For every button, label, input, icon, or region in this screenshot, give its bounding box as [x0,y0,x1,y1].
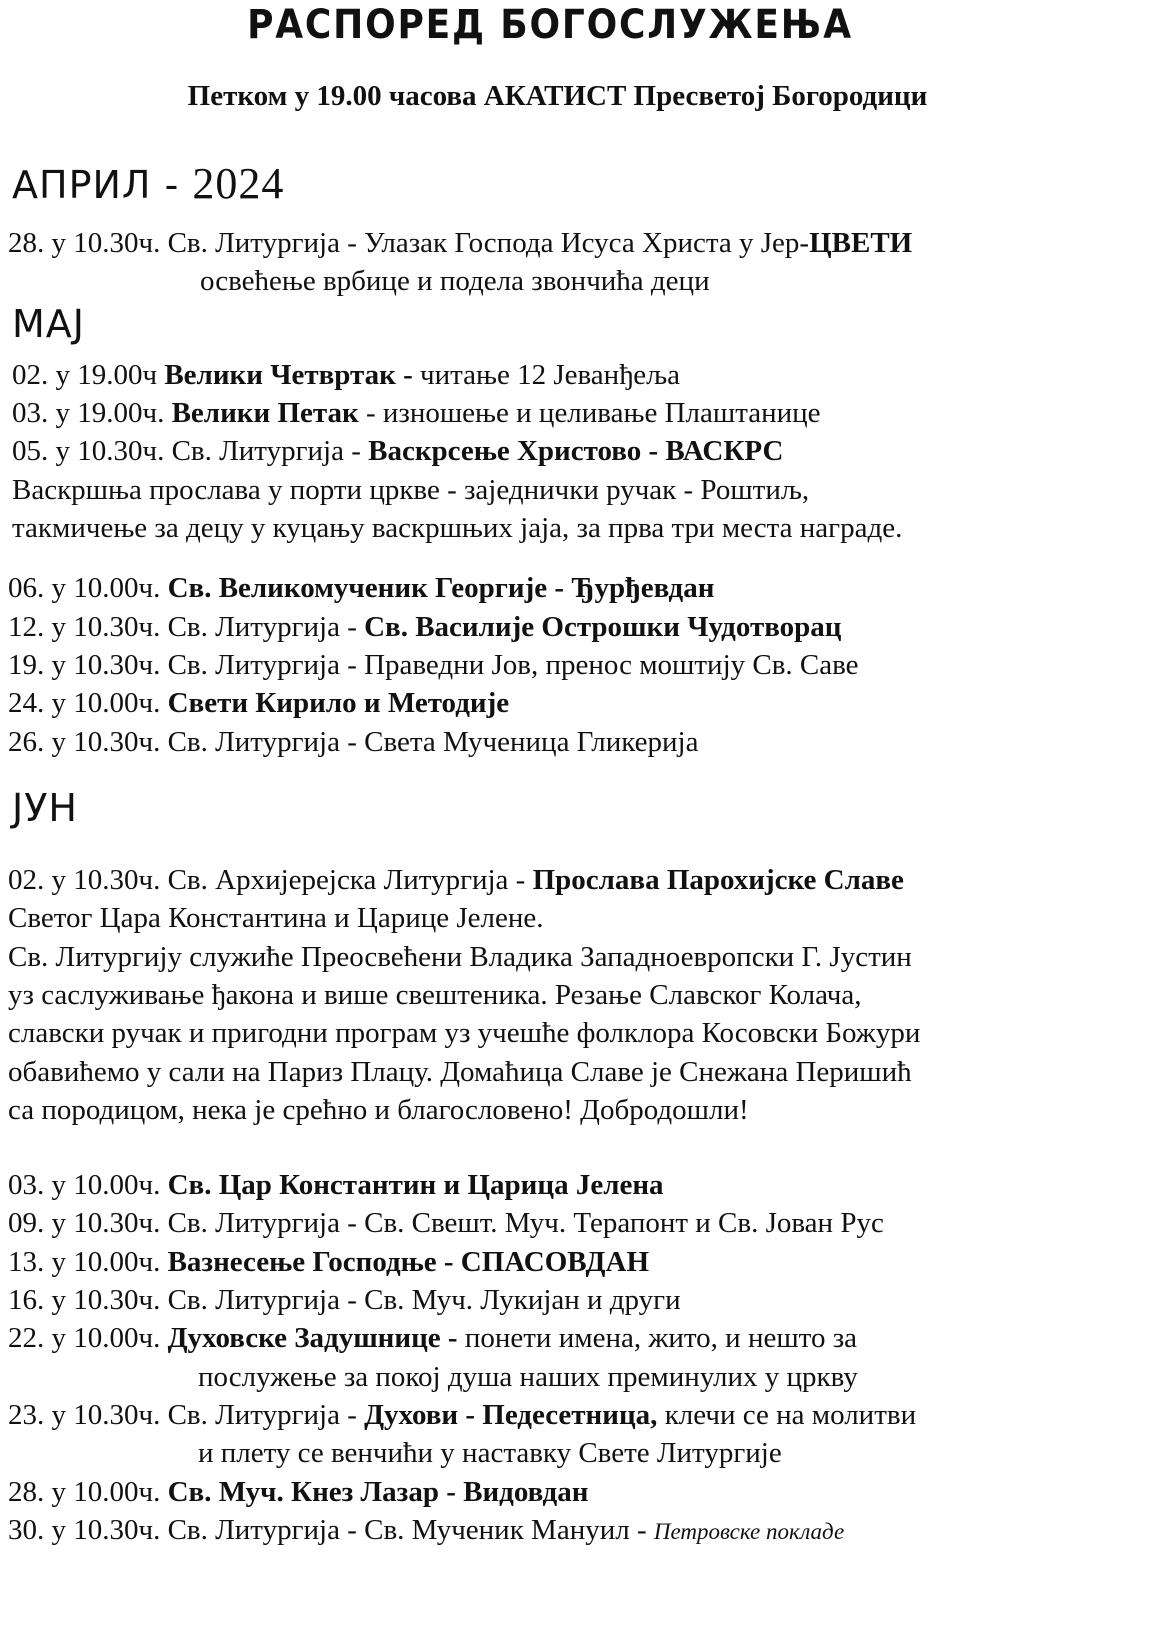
page-subtitle: Петком у 19.00 часова АКАТИСТ Пресветој Богородици [187,80,928,112]
month-heading-june: ЈУН [12,786,78,830]
june-entry-16: 16. у 10.30ч. Св. Литургија - Св. Муч. Лукијан и други [8,1284,681,1316]
april-entry-28-continued: освећење врбице и подела звончића деци [200,265,710,297]
month-label: АПРИЛ [12,163,152,207]
may-entry-02: 02. у 19.00ч Велики Четвртак - читање 12 Јеванђеља [12,359,681,391]
may-entry-19: 19. у 10.30ч. Св. Литургија - Праведни Јов, пренос моштију Св. Саве [8,649,859,681]
may-entry-24: 24. у 10.00ч. Свети Кирило и Методије [8,687,510,719]
year-label: 2024 [192,159,285,208]
month-separator: - [151,163,193,207]
page-title: РАСПОРЕД БОГОСЛУЖЕЊА [247,2,853,48]
june-entry-03: 03. у 10.00ч. Св. Цар Константин и Царица Јелена [8,1169,664,1201]
petrovske-poklade-note: Петровске покладе [653,1519,845,1544]
may-entry-03: 03. у 19.00ч. Велики Петак - изношење и целивање Плаштанице [12,397,821,429]
june-entry-02: 02. у 10.30ч. Св. Архијерејска Литургија - Прослава Парохијске Славе [8,864,904,896]
june-entry-22-continued: послужење за покој душа наших преминулих у цркву [198,1361,858,1393]
june-entry-22: 22. у 10.00ч. Духовске Задушнице - понети имена, жито, и нешто за [8,1322,858,1354]
may-entry-05: 05. у 10.30ч. Св. Литургија - Васкрсење Христово - ВАСКРС [12,435,784,467]
june-entry-23-continued: и плету се венчићи у наставку Свете Литургије [198,1437,782,1469]
month-heading-may: МАЈ [12,302,85,346]
june-entry-28: 28. у 10.00ч. Св. Муч. Кнез Лазар - Видовдан [8,1476,589,1508]
june-entry-13: 13. у 10.00ч. Вазнесење Господње - СПАСОВДАН [8,1246,649,1278]
may-entry-06: 06. у 10.00ч. Св. Великомученик Георгије - Ђурђевдан [8,572,715,604]
may-entry-26: 26. у 10.30ч. Св. Литургија - Света Мученица Гликерија [8,726,699,758]
june-feast-note-3: уз саслуживање ђакона и више свештеника. Резање Славског Колача, [8,979,862,1011]
may-entry-12: 12. у 10.30ч. Св. Литургија - Св. Василије Острошки Чудотворац [8,611,842,643]
month-heading-april [12,158,284,209]
may-easter-note-1: Васкршња прослава у порти цркве - заједнички ручак - Роштиљ, [12,474,810,506]
june-entry-09: 09. у 10.30ч. Св. Литургија - Св. Свешт. Муч. Терапонт и Св. Јован Рус [8,1207,884,1239]
june-feast-note-2: Св. Литургију служиће Преосвећени Владика Западноевропски Г. Јустин [8,941,912,973]
june-feast-note-6: са породицом, нека је срећно и благословено! Добродошли! [8,1094,749,1126]
june-entry-23: 23. у 10.30ч. Св. Литургија - Духови - Педесетница, клечи се на молитви [8,1399,917,1431]
may-easter-note-2: такмичење за децу у куцању васкршњих јаја, за прва три места награде. [12,512,903,544]
june-feast-note-1: Светог Цара Константина и Царице Јелене. [8,902,544,934]
april-entry-28: 28. у 10.30ч. Св. Литургија - Улазак Господа Исуса Христа у Јер-ЦВЕТИ [8,227,913,259]
june-feast-note-4: славски ручак и пригодни програм уз учешће фолклора Косовски Божури [8,1017,921,1049]
june-entry-30: 30. у 10.30ч. Св. Литургија - Св. Мученик Мануил - Петровске покладе [8,1514,845,1546]
june-feast-note-5: обавићемо у сали на Париз Плацу. Домаћица Славе је Снежана Перишић [8,1056,912,1088]
